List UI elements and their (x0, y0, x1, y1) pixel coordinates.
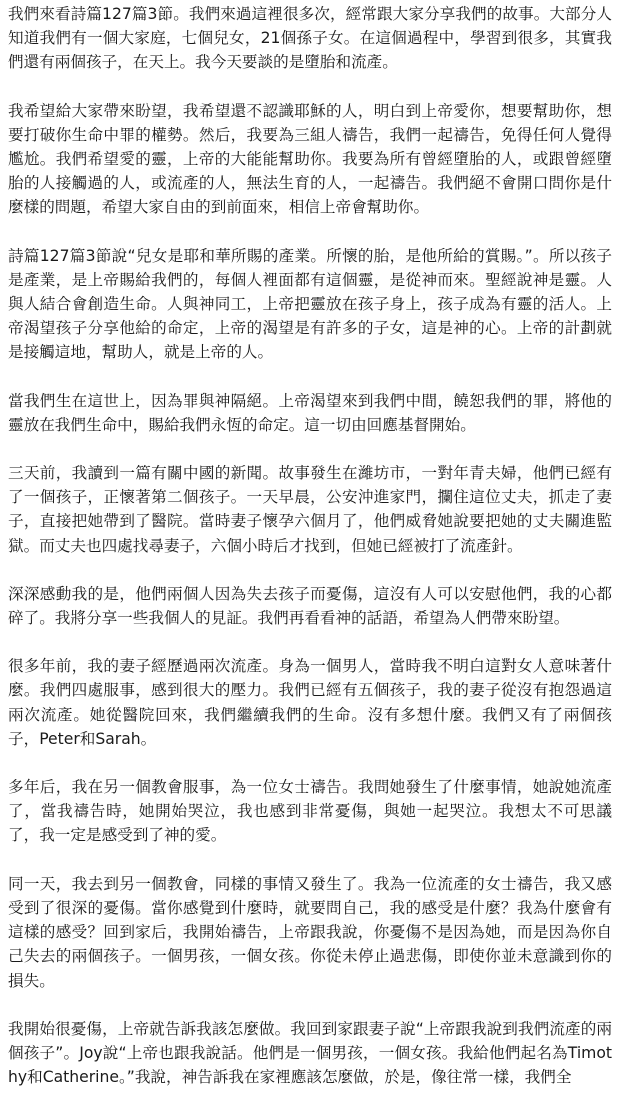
paragraph-sin: 當我們生在這世上，因為罪與神隔絕。上帝渴望來到我們中間，饒恕我們的罪，將他的靈放在我們生命中，賜給我們永恆的命定。這一切由回應基督開始。 (8, 391, 612, 434)
sermon-document (8, 2, 612, 1113)
paragraph-prayer-woman: 多年后，我在另一個教會服事，為一位女士禱告。我問她發生了什麼事情，她說她流產了，當我禱告時，她開始哭泣，我也感到非常憂傷，與她一起哭泣。我想太不可思議了，我一定是感受到了神的愛。 (8, 778, 612, 845)
paragraph-news: 三天前，我讀到一篇有關中國的新聞。故事發生在濰坊市，一對年青夫婦，他們已經有了一個孩子，正懷著第二個孩子。一天早晨，公安沖進家門，攔住這位丈夫，抓走了妻子，直接把她帶到了醫院。當時妻子懷孕六個月了，他們威脅她說要把她的丈夫關進監獄。而丈夫也四處找尋妻子，六個小時后才找到，但她已經被打了流產針。 (8, 464, 612, 555)
paragraph-hope: 我希望給大家帶來盼望，我希望還不認識耶穌的人，明白到上帝愛你，想要幫助你，想要打破你生命中罪的權勢。然后，我要為三組人禱告，我們一起禱告，免得任何人覺得尷尬。我們希望愛的靈，上帝的大能能幫助你。我要為所有曾經墮胎的人，或跟曾經墮胎的人接觸過的人，或流產的人，無法生育的人，一起禱告。我們絕不會開口問你是什麼樣的問題，希望大家自由的到前面來，相信上帝會幫助你。 (8, 101, 612, 217)
paragraph-touched: 深深感動我的是，他們兩個人因為失去孩子而憂傷，這沒有人可以安慰他們，我的心都碎了。我將分享一些我個人的見証。我們再看看神的話語，希望為人們帶來盼望。 (8, 584, 612, 628)
paragraph-same-day: 同一天，我去到另一個教會，同樣的事情又發生了。我為一位流產的女士禱告，我又感受到了很深的憂傷。當你感覺到什麼時，就要問自己，我的感受是什麼？我為什麼會有這樣的感受？回到家后，我開始禱告，上帝跟我說，你憂傷不是因為她，而是因為你自己失去的兩個孩子。一個男孩，一個女孩。你從未停止過悲傷，即使你並未意識到你的損失。 (8, 874, 612, 990)
paragraph-names: 我開始很憂傷，上帝就告訴我該怎麼做。我回到家跟妻子說“上帝跟我說到我們流產的兩個孩子”。Joy說“上帝也跟我說話。他們是一個男孩，一個女孩。我給他們起名為Timothy和Catherine。”我說，神告訴我在家裡應該怎麼做，於是，像往常一樣，我們全 (8, 1019, 612, 1087)
paragraph-intro: 我們來看詩篇127篇3節。我們來過這裡很多次，經常跟大家分享我們的故事。大部分人知道我們有一個大家庭，七個兒女，21個孫子女。在這個過程中，學習到很多，其實我們還有兩個孩子，在天上。我今天要談的是墮胎和流產。 (8, 5, 612, 72)
paragraph-miscarriage: 很多年前，我的妻子經歷過兩次流產。身為一個男人，當時我不明白這對女人意味著什麼。我們四處服事，感到很大的壓力。我們已經有五個孩子，我的妻子從沒有抱怨過這兩次流產。她從醫院回來，我們繼續我們的生命。沒有多想什麼。我們又有了兩個孩子，Peter和Sarah。 (8, 657, 612, 748)
paragraph-psalm: 詩篇127篇3節說“兒女是耶和華所賜的產業。所懷的胎，是他所給的賞賜。”。所以孩子是產業，是上帝賜給我們的，每個人裡面都有這個靈，是從神而來。聖經說神是靈。人與人結合會創造生命。人與神同工，上帝把靈放在孩子身上，孩子成為有靈的活人。上帝渴望孩子分享他給的命定，上帝的渴望是有許多的子女，這是神的心。上帝的計劃就是接觸這地，幫助人，就是上帝的人。 (8, 246, 612, 362)
